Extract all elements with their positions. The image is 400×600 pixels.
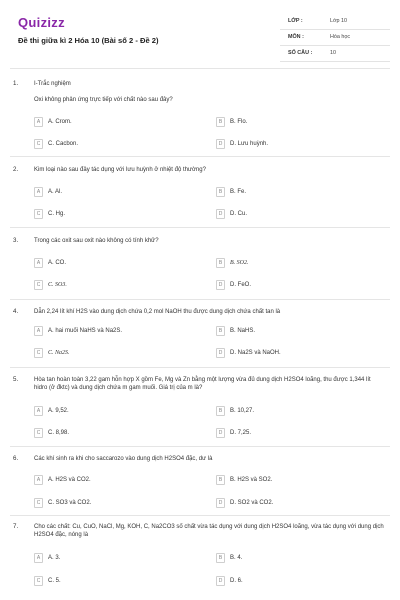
option-text: A. 9,52. (48, 408, 69, 414)
question-number: 4. (13, 308, 19, 315)
option-letter: C (34, 498, 43, 508)
question-divider (10, 156, 390, 157)
question-number: 7. (13, 523, 19, 530)
meta-key: LỚP : (288, 18, 303, 24)
meta-value: Lớp 10 (330, 18, 348, 24)
option-letter: D (216, 428, 225, 438)
question-number: 1. (13, 80, 19, 87)
option-letter: C (34, 209, 43, 219)
option-text: C. Cacbon. (48, 141, 79, 147)
option-letter: C (34, 139, 43, 149)
option-text: A. hai muối NaHS và Na2S. (48, 328, 123, 334)
quizizz-logo: Quizizz (18, 15, 65, 30)
question-text: Trong các oxit sau oxit nào không có tính khử? (34, 238, 159, 244)
option-text: A. Crom. (48, 119, 72, 125)
option-text: B. H2S và SO2. (230, 477, 273, 483)
meta-row-subject (280, 30, 390, 46)
option-letter: D (216, 576, 225, 586)
meta-key: SỐ CÂU : (288, 50, 313, 56)
option-text: A. 3. (48, 555, 61, 561)
option-letter: A (34, 475, 43, 485)
question-text: Cho các chất: Cu, CuO, NaCl, Mg, KOH, C, Na2CO3 số chất vừa tác dụng với dung dịch H2SO4 loãng, vừa tác dụng với dung dịch H2SO4 đặc, nóng là (34, 524, 384, 539)
option-text: B. Flo. (230, 119, 248, 125)
meta-row-count (280, 46, 390, 62)
option-text: D. Lưu huỳnh. (230, 141, 269, 147)
question-text: Dẫn 2,24 lít khí H2S vào dung dịch chứa 0,2 mol NaOH thu được dung dịch chứa chất tan là (34, 309, 281, 315)
option-letter: A (34, 187, 43, 197)
option-text: C. 8,98. (48, 430, 70, 436)
option-text: C. 5. (48, 578, 61, 584)
option-letter: C (34, 428, 43, 438)
option-text: B. Fe. (230, 189, 247, 195)
option-text: C. Hg. (48, 211, 66, 217)
question-divider (10, 515, 390, 516)
question-divider (10, 446, 390, 447)
meta-row-class (280, 14, 390, 30)
question-number: 3. (13, 237, 19, 244)
option-text: D. Cu. (230, 211, 248, 217)
meta-key: MÔN : (288, 34, 304, 40)
option-text: C. SO3. (48, 282, 67, 288)
option-letter: A (34, 258, 43, 268)
option-letter: D (216, 139, 225, 149)
option-text: C. SO3 và CO2. (48, 500, 92, 506)
option-letter: B (216, 187, 225, 197)
question-text: Kim loại nào sau đây tác dụng với lưu huỳnh ở nhiệt độ thường? (34, 167, 206, 173)
question-divider (10, 367, 390, 368)
option-letter: A (34, 406, 43, 416)
option-text: A. Al. (48, 189, 63, 195)
option-text: D. Na2S và NaOH. (230, 350, 281, 356)
option-text: C. Na2S. (48, 350, 70, 356)
question-text: Các khí sinh ra khi cho saccarozo vào dung dịch H2SO4 đặc, dư là (34, 456, 213, 462)
option-text: B. SO2. (230, 260, 249, 266)
option-letter: B (216, 475, 225, 485)
option-text: B. NaHS. (230, 328, 256, 334)
question-number: 5. (13, 376, 19, 383)
option-letter: C (34, 348, 43, 358)
worksheet-title: Đề thi giữa kì 2 Hóa 10 (Bài số 2 - Đề 2) (18, 36, 159, 45)
header-divider (10, 68, 390, 69)
meta-value: 10 (330, 50, 336, 56)
option-letter: B (216, 117, 225, 127)
option-text: A. H2S và CO2. (48, 477, 91, 483)
option-letter: D (216, 498, 225, 508)
option-letter: C (34, 576, 43, 586)
option-letter: D (216, 209, 225, 219)
worksheet-meta (280, 14, 390, 62)
option-letter: D (216, 348, 225, 358)
question-divider (10, 299, 390, 300)
option-letter: B (216, 258, 225, 268)
option-text: B. 10,27. (230, 408, 255, 414)
option-text: D. 7,25. (230, 430, 252, 436)
question-text: Hòa tan hoàn toàn 3,22 gam hỗn hợp X gồm Fe, Mg và Zn bằng một lượng vừa đủ dung dịch H2SO4 loãng, thu được 1,344 lít hidro (ở đktc) và dung dịch chứa m gam muối. Giá trị của m là? (34, 377, 371, 392)
option-letter: B (216, 553, 225, 563)
option-letter: B (216, 326, 225, 336)
question-text: I-Trắc nghiệm (34, 81, 71, 87)
question-number: 2. (13, 166, 19, 173)
question-number: 6. (13, 455, 19, 462)
worksheet-header (10, 8, 390, 68)
option-text: D. FeO. (230, 282, 252, 288)
option-letter: A (34, 553, 43, 563)
option-text: D. SO2 và CO2. (230, 500, 274, 506)
option-text: B. 4. (230, 555, 243, 561)
option-letter: D (216, 280, 225, 290)
option-letter: C (34, 280, 43, 290)
option-text: D. 6. (230, 578, 243, 584)
question-subtext: Oxi không phản ứng trực tiếp với chất nào sau đây? (34, 97, 173, 103)
option-letter: B (216, 406, 225, 416)
option-text: A. CO. (48, 260, 67, 266)
option-letter: A (34, 326, 43, 336)
meta-value: Hóa học (330, 34, 351, 40)
option-letter: A (34, 117, 43, 127)
question-divider (10, 227, 390, 228)
